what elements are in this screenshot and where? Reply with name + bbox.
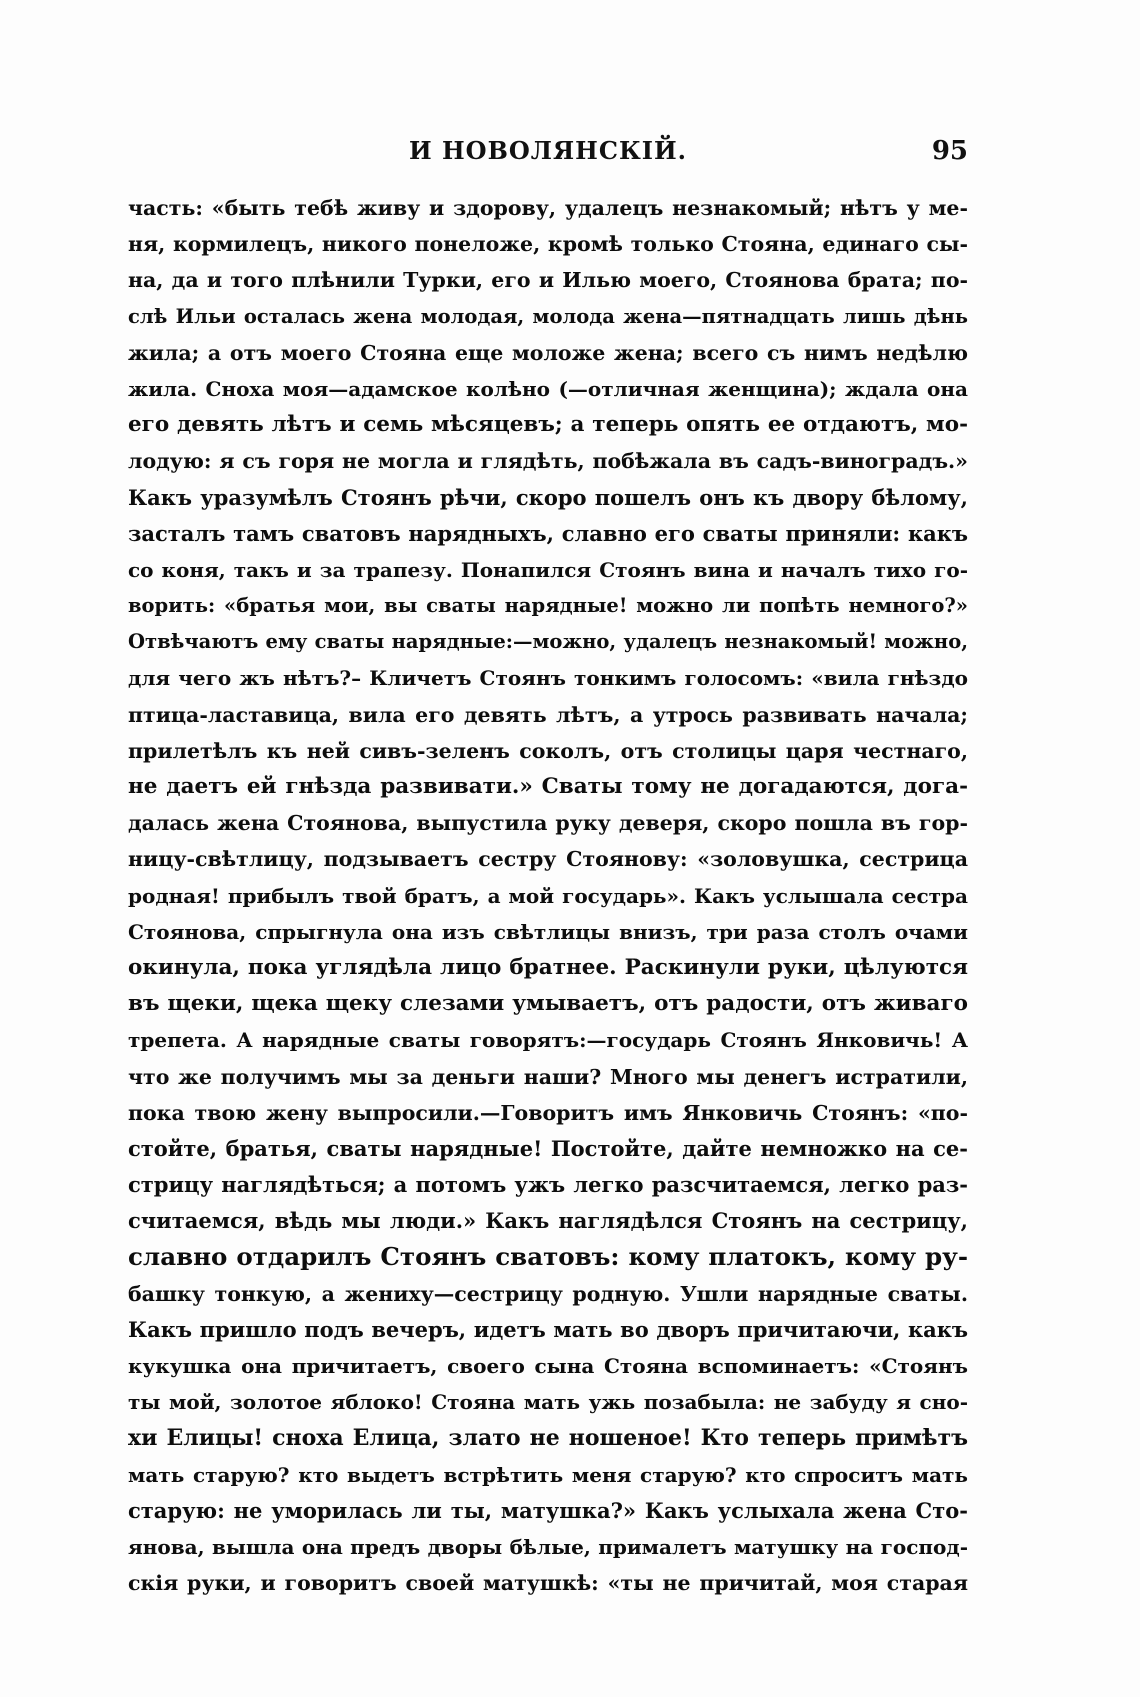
text-line: часть: «быть тебѣ живу и здорову, удалецъ незнакомый; нѣтъ у ме- [128,196,968,220]
text-line: далась жена Стоянова, выпустила руку деверя, скоро пошла въ гор- [128,811,968,836]
text-line: пока твою жену выпросили.—Говоритъ имъ Янковичь Стоянъ: «по- [128,1100,968,1125]
text-line: слѣ Ильи осталась жена молодая, молода жена—пятнадцать лишь дѣнь [128,304,968,328]
text-line: его девять лѣтъ и семь мѣсяцевъ; а теперь опять ее отдаютъ, мо- [128,412,968,438]
text-line: жила; а отъ моего Стояна еще моложе жена; всего съ нимъ недѣлю [128,340,968,365]
running-head: И НОВОЛЯНСКІЙ. [408,136,688,165]
page-number: 95 [931,136,968,166]
text-line: ня, кормилецъ, никого понеложе, кромѣ только Стояна, единаго сы- [128,232,968,257]
text-line: славно отдарилъ Стоянъ сватовъ: кому платокъ, кому ру- [128,1242,968,1272]
text-line: окинула, пока углядѣла лицо братнее. Раскинули руки, цѣлуются [128,954,968,980]
text-line: засталъ тамъ сватовъ нарядныхъ, славно его сваты приняли: какъ [128,520,968,546]
text-line: считаемся, вѣдь мы люди.» Какъ наглядѣлся Стоянъ на сестрицу, [128,1208,968,1234]
text-line: для чего жъ нѣтъ?– Кличетъ Стоянъ тонкимъ голосомъ: «вила гнѣздо [128,666,968,691]
text-line: башку тонкую, а жениху—сестрицу родную. Ушли нарядные сваты. [128,1281,968,1306]
text-line: что же получимъ мы за деньги наши? Много мы денегъ истратили, [128,1064,968,1089]
text-line: стойте, братья, сваты нарядные! Постойте, дайте немножко на се- [128,1135,968,1161]
text-line: кукушка она причитаетъ, своего сына Стояна вспоминаетъ: «Стоянъ [128,1354,968,1378]
text-line: хи Елицы! сноха Елица, злато не ношеное! Кто теперь примѣтъ [128,1425,968,1452]
text-line: на, да и того плѣнили Турки, его и Илью моего, Стоянова брата; по- [128,268,968,293]
text-line: лодую: я съ горя не могла и глядѣть, побѣжала въ садъ-виноградъ.» [128,449,968,474]
text-line: прилетѣлъ къ ней сивъ-зеленъ соколъ, отъ столицы царя честнаго, [128,738,968,763]
text-line: старую: не уморилась ли ты, матушка?» Какъ услыхала жена Сто- [128,1497,968,1523]
text-line: мать старую? кто выдетъ встрѣтить меня старую? кто спроситъ мать [128,1462,968,1487]
text-line: ворить: «братья мои, вы сваты нарядные! можно ли попѣть немного?» [128,594,968,618]
text-line: стрицу наглядѣться; а потомъ ужъ легко разсчитаемся, легко раз- [128,1172,968,1198]
text-line: Стоянова, спрыгнула она изъ свѣтлицы внизъ, три раза столъ очами [128,919,968,944]
text-line: жила. Сноха моя—адамское колѣно (—отличная женщина); ждала она [128,376,968,401]
body-text [128,190,968,1601]
text-line: ты мой, золотое яблоко! Стояна мать ужь позабыла: не забуду я сно- [128,1390,968,1415]
text-line: не даетъ ей гнѣзда развивати.» Сваты тому не догадаются, дога- [128,774,968,799]
text-line: птица-ластавица, вила его девять лѣтъ, а утрось развивать начала; [128,702,968,727]
text-line: родная! прибылъ твой братъ, а мой государь». Какъ услышала сестра [128,883,968,908]
text-line: со коня, такъ и за трапезу. Понапился Стоянъ вина и началъ тихо го- [128,557,968,582]
text-line: ницу-свѣтлицу, подзываетъ сестру Стоянову: «золовушка, сестрица [128,847,968,872]
text-line: Какъ уразумѣлъ Стоянъ рѣчи, скоро пошелъ онъ къ двору бѣлому, [128,484,968,510]
text-line: янова, вышла она предъ дворы бѣлые, прималетъ матушку на господ- [128,1534,968,1559]
text-line: Какъ пришло подъ вечеръ, идетъ мать во дворъ причитаючи, какъ [128,1316,968,1342]
text-line: трепета. А нарядные сваты говорятъ:—государь Стоянъ Янковичь! А [128,1028,968,1053]
text-line: Отвѣчаютъ ему сваты нарядные:—можно, удалецъ незнакомый! можно, [128,630,968,654]
text-line: въ щеки, щека щеку слезами умываетъ, отъ радости, отъ живаго [128,991,968,1017]
page-header [128,136,968,176]
text-line: скія руки, и говоритъ своей матушкѣ: «ты не причитай, моя старая [128,1571,968,1596]
